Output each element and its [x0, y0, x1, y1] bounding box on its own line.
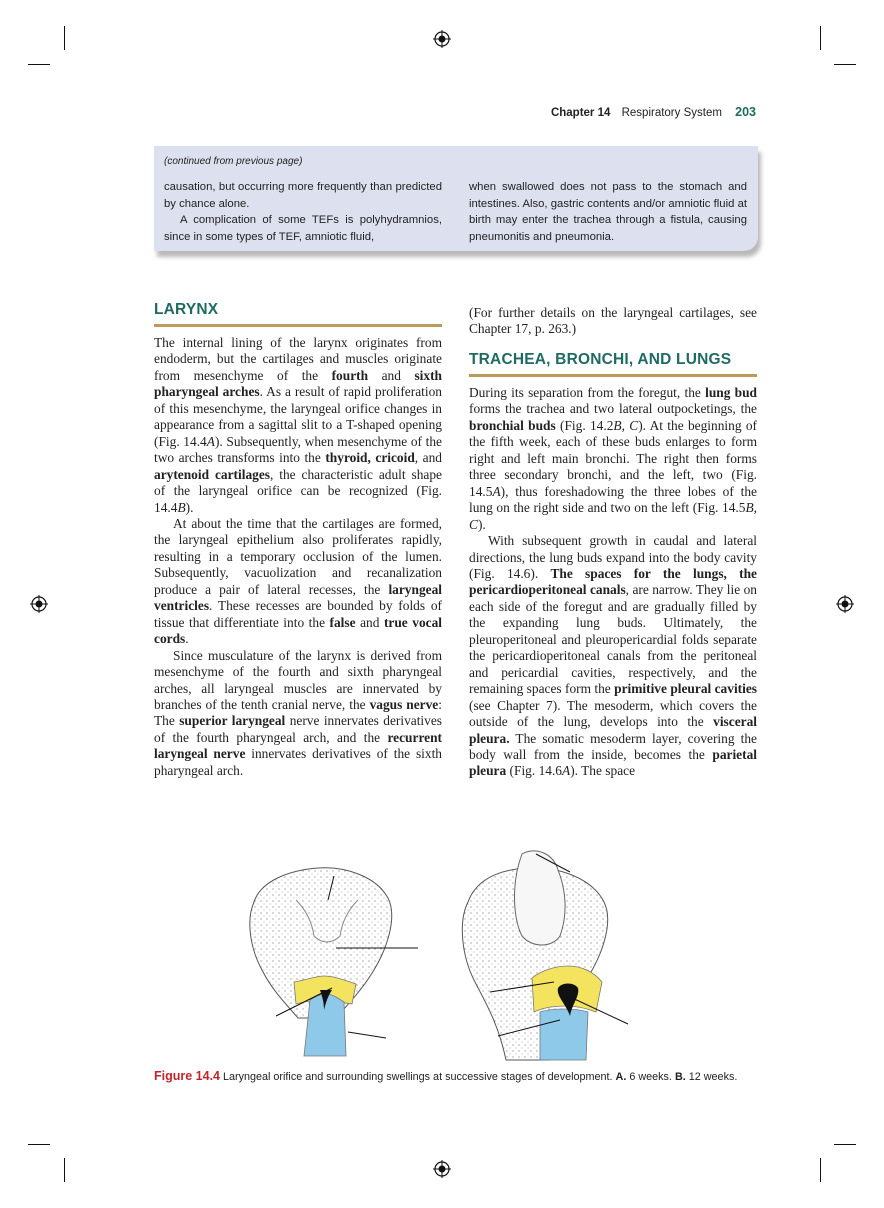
- box-left-column: [164, 179, 442, 245]
- crop-mark: [64, 26, 65, 50]
- bold-term: laryngeal ventricles: [154, 581, 442, 614]
- bold-term: false: [329, 614, 356, 630]
- text-run: . These recesses are bounded by folds of tissue that differentiate into the: [154, 598, 442, 630]
- italic-text: B: [177, 499, 186, 515]
- bold-term: thyroid, cricoid: [325, 450, 415, 466]
- bold-term: superior laryngeal: [179, 713, 286, 729]
- trachea-body: [469, 385, 757, 780]
- caption-panel-a-text: 6 weeks.: [629, 1071, 672, 1083]
- section-title: Respiratory System: [621, 107, 722, 119]
- text-run: The internal lining of the larynx originates from endoderm, but the cartilages and muscles originate from mesenchyme of the: [154, 335, 442, 383]
- text-run: ), thus foreshadowing the three lobes of the lung on the right side and two on the left (Fig. 14.5: [469, 483, 757, 516]
- figure-caption: [154, 1069, 737, 1083]
- section-heading-trachea: TRACHEA, BRONCHI, AND LUNGS: [469, 351, 732, 368]
- crop-mark: [820, 1158, 821, 1182]
- text-run: Since musculature of the larynx is derived from mesenchyme of the fourth and sixth pharyngeal arches, all laryngeal muscles are innervated by branches of the tenth cranial nerve, the: [154, 647, 442, 712]
- chapter-label: Chapter 14: [550, 107, 611, 119]
- bold-term: vagus nerve: [369, 696, 439, 712]
- italic-text: A: [206, 433, 215, 449]
- text-run: With subsequent growth in caudal and lateral directions, the lung buds expand into the body cavity (Fig. 14.6).: [469, 533, 757, 581]
- crop-mark: [28, 1144, 50, 1145]
- paragraph: [469, 385, 757, 533]
- italic-text: A: [492, 483, 501, 499]
- bold-term: primitive pleural cavities: [614, 681, 758, 697]
- crop-mark: [28, 64, 50, 65]
- paragraph: [154, 516, 442, 648]
- box-paragraph: causation, but occurring more frequently than predicted by chance alone.: [164, 181, 442, 210]
- figure-14-4: [236, 840, 666, 1062]
- text-run: ).: [185, 499, 194, 515]
- text-run: , the characteristic adult shape of the laryngeal orifice can be recognized (Fig. 14.4: [154, 466, 443, 515]
- paragraph: [154, 335, 442, 516]
- clinical-correlates-box: [154, 146, 758, 251]
- bold-term: recurrent laryngeal nerve: [154, 729, 442, 762]
- running-header: [551, 105, 756, 119]
- crop-mark: [64, 1158, 65, 1182]
- paragraph: [154, 648, 442, 780]
- text-run: , are narrow. They lie on each side of the foregut and are gradually filled by the expanding lung buds. Ultimately, the pleuroperitoneal and pleuropericardial folds separate the pericardioperitoneal canals from the peritoneal and pericardial cavities, respectively, and the remaining spaces form the: [469, 582, 757, 697]
- larynx-body: [154, 335, 442, 779]
- text-run: (Fig. 14.2: [555, 417, 614, 433]
- text-run: forms the trachea and two lateral outpocketings, the: [469, 401, 757, 417]
- bold-term: parietal pleura: [469, 746, 757, 779]
- paragraph: [469, 533, 757, 780]
- box-right-column: [469, 179, 747, 245]
- text-run: and: [355, 614, 384, 630]
- text-run: nerve innervates derivatives of the fourth pharyngeal arch, and the: [154, 713, 443, 745]
- bold-term: visceral pleura.: [469, 714, 757, 746]
- text-run: At about the time that the cartilages are formed, the laryngeal epithelium also proliferates rapidly, resulting in a temporary occlusion of the lumen. Subsequently, vacuolization and recanalization produce a pair of lateral recesses, the: [154, 515, 442, 597]
- text-run: : The: [154, 696, 442, 729]
- text-run: During its separation from the foregut, the: [469, 385, 706, 400]
- box-paragraph: when swallowed does not pass to the stomach and intestines. Also, gastric contents and/or amniotic fluid at birth may enter the trachea through a fistula, causing pneumonitis and pneumonia.: [469, 181, 747, 243]
- text-run: . As a result of rapid proliferation of this mesenchyme, the laryngeal orifice changes in appearance from a sagittal slit to a T-shaped opening (Fig. 14.4: [154, 384, 442, 449]
- text-run: , and: [414, 450, 442, 466]
- box-paragraph: A complication of some TEFs is polyhydramnios, since in some types of TEF, amniotic fluid,: [164, 214, 442, 243]
- text-run: innervates derivatives of the sixth pharyngeal arch.: [154, 746, 442, 778]
- italic-text: A: [562, 763, 571, 779]
- larynx-illustration: [236, 840, 666, 1062]
- caption-panel-b-text: 12 weeks.: [688, 1071, 738, 1083]
- paragraph: (For further details on the laryngeal cartilages, see Chapter 17, p. 263.): [469, 305, 757, 337]
- registration-mark-icon: [433, 30, 451, 48]
- figure-label: Figure 14.4: [154, 1069, 220, 1083]
- text-run: ). The space: [570, 763, 636, 779]
- crop-mark: [834, 64, 856, 65]
- crop-mark: [820, 26, 821, 50]
- italic-text: B, C: [469, 500, 757, 532]
- page-number: 203: [735, 105, 756, 119]
- text-run: ).: [477, 516, 486, 532]
- registration-mark-icon: [836, 595, 854, 613]
- bold-term: fourth: [331, 367, 369, 383]
- bold-term: bronchial buds: [469, 417, 556, 433]
- section-heading-larynx: LARYNX: [154, 301, 219, 318]
- text-run: ). Subsequently, when mesenchyme of the two arches transforms into the: [154, 433, 442, 466]
- panel-b-drawing: [462, 851, 628, 1060]
- caption-text: Laryngeal orifice and surrounding swellings at successive stages of development.: [223, 1071, 613, 1083]
- chapter-reference-note: [469, 305, 757, 338]
- panel-a-drawing: [250, 868, 418, 1056]
- caption-panel-b-label: B.: [674, 1071, 686, 1083]
- heading-rule: [469, 374, 757, 377]
- caption-panel-a-label: A.: [615, 1071, 627, 1083]
- bold-term: true vocal cords: [154, 614, 442, 647]
- continued-note: (continued from previous page): [164, 156, 303, 167]
- bold-term: The spaces for the lungs, the pericardioperitoneal canals: [469, 565, 757, 598]
- registration-mark-icon: [30, 595, 48, 613]
- text-run: ). At the beginning of the fifth week, each of these buds enlarges to form right and left main bronchi. The right then forms three secondary bronchi, and the left, two (Fig. 14.5: [469, 417, 757, 499]
- bold-term: lung bud: [705, 385, 758, 400]
- bold-term: arytenoid cartilages: [154, 466, 270, 482]
- crop-mark: [834, 1144, 856, 1145]
- text-run: .: [185, 631, 189, 647]
- text-run: and: [368, 367, 415, 383]
- text-run: The somatic mesoderm layer, covering the body wall from the inside, becomes the: [469, 730, 757, 762]
- text-run: (Fig. 14.6: [506, 763, 563, 779]
- italic-text: B, C: [613, 417, 639, 433]
- text-run: (see Chapter 7). The mesoderm, which covers the outside of the lung, develops into the: [469, 697, 757, 730]
- registration-mark-icon: [433, 1160, 451, 1178]
- bold-term: sixth pharyngeal arches: [154, 367, 442, 400]
- heading-rule: [154, 324, 442, 327]
